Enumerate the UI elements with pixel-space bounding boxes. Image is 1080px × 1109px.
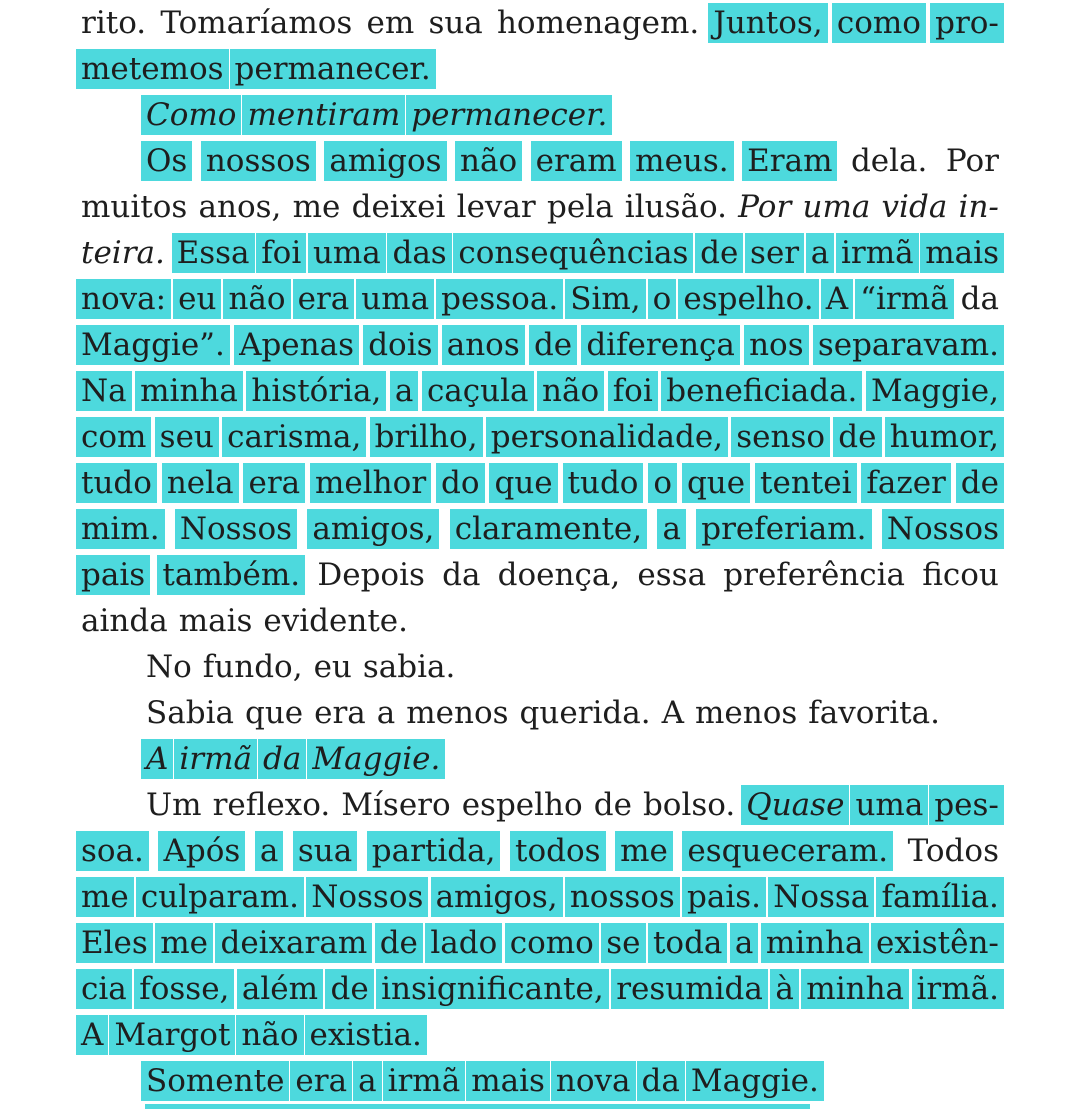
word: ser [750, 235, 800, 271]
word: pais. [687, 879, 762, 915]
word: me [81, 879, 129, 915]
word: foi [261, 235, 302, 271]
word: não [228, 281, 286, 317]
word: todos [515, 833, 601, 869]
word: homenagem. [496, 5, 700, 41]
word: a [810, 235, 830, 271]
word: Como [146, 97, 237, 133]
word: além [241, 971, 318, 1007]
word: deixei [351, 189, 446, 225]
word: a [662, 511, 681, 547]
word: minha [806, 971, 905, 1007]
word: irmã. [916, 971, 999, 1007]
word: permanecer. [234, 51, 431, 87]
word: a [358, 1063, 377, 1099]
word: anos, [198, 189, 282, 225]
text-line[interactable] [80, 276, 1000, 322]
text-line[interactable] [80, 598, 1000, 644]
word: dois [368, 327, 433, 363]
word: de [700, 235, 739, 271]
word: a [734, 925, 754, 961]
word: história, [251, 373, 382, 409]
word: Por [738, 189, 792, 225]
word: com [81, 419, 147, 455]
text-line[interactable] [80, 874, 1000, 920]
word: preferência [723, 557, 906, 593]
word: Somente [146, 1063, 285, 1099]
word: de [533, 327, 573, 363]
word: doença, [497, 557, 621, 593]
word: nos [749, 327, 804, 363]
word: irmã [387, 1063, 461, 1099]
word: pais [81, 557, 146, 593]
word: me [160, 925, 209, 961]
word: de [379, 925, 418, 961]
word: não [460, 143, 518, 179]
word: de [960, 465, 999, 501]
word: diferença [586, 327, 735, 363]
word: Quase [746, 787, 845, 823]
word: Na [81, 373, 127, 409]
word: de [593, 787, 632, 823]
word: querida. [519, 695, 651, 731]
word: eu [313, 649, 352, 685]
word: caçula [426, 373, 529, 409]
word: Eram [747, 143, 833, 179]
word: Por [945, 143, 999, 179]
word: me [620, 833, 668, 869]
word: mais [925, 235, 999, 271]
text-line[interactable] [80, 368, 1000, 414]
word: reflexo. [212, 787, 331, 823]
word: dela. [850, 143, 928, 179]
word: pela [546, 189, 614, 225]
word: melhor [315, 465, 427, 501]
word: seu [159, 419, 214, 455]
word: anos [446, 327, 520, 363]
word: da [263, 741, 302, 777]
word: Nossos [311, 879, 424, 915]
text-line[interactable] [80, 690, 1000, 736]
word: espelho [461, 787, 583, 823]
word: Nossa [773, 879, 870, 915]
word: nela [166, 465, 234, 501]
word: senso [736, 419, 826, 455]
word: a [259, 833, 279, 869]
word: irmã [840, 235, 914, 271]
word: sabia. [362, 649, 456, 685]
word: como [509, 925, 594, 961]
word: A [81, 1017, 104, 1053]
word: eram [535, 143, 617, 179]
word: nossos [569, 879, 675, 915]
text-line[interactable] [80, 414, 1000, 460]
word: evidente. [263, 603, 408, 639]
word: muitos [81, 189, 188, 225]
word: nova [555, 1063, 631, 1099]
word: esqueceram. [687, 833, 889, 869]
word: era [314, 695, 366, 731]
word: A [825, 281, 849, 317]
word: uma [312, 235, 381, 271]
word: vida [881, 189, 948, 225]
word: carisma, [227, 419, 362, 455]
text-line[interactable] [80, 460, 1000, 506]
word: culparam. [140, 879, 300, 915]
word: que [686, 465, 746, 501]
word: permanecer. [411, 97, 608, 133]
word: Essa [176, 235, 250, 271]
word: da [641, 1063, 680, 1099]
word: minha [765, 925, 864, 961]
word: levar [456, 189, 536, 225]
word: não [241, 1017, 299, 1053]
text-line[interactable] [80, 644, 1000, 690]
word: Os [146, 143, 188, 179]
word: Maggie. [312, 741, 441, 777]
word: o [653, 465, 673, 501]
text-line[interactable] [80, 552, 1000, 598]
word: em [366, 5, 415, 41]
word: Nossos [886, 511, 999, 547]
word: separavam. [817, 327, 999, 363]
word: tudo [81, 465, 152, 501]
word: era [295, 1063, 348, 1099]
word: Nossos [179, 511, 293, 547]
word: Maggie. [690, 1063, 819, 1099]
word: soa. [81, 833, 144, 869]
word: menos [695, 695, 798, 731]
word: uma [361, 281, 430, 317]
word: ilusão. [624, 189, 727, 225]
word: partida, [371, 833, 496, 869]
word: mentiram [247, 97, 401, 133]
word: fosse, [139, 971, 230, 1007]
word: uma [855, 787, 924, 823]
word: Margot [114, 1017, 231, 1053]
highlight-continuation [145, 1104, 810, 1109]
word: lado [430, 925, 498, 961]
word: das [392, 235, 447, 271]
word: consequências [458, 235, 689, 271]
text-line[interactable] [80, 322, 1000, 368]
word: Juntos, [713, 5, 823, 41]
text-line[interactable] [80, 506, 1000, 552]
word: pessoa. [441, 281, 559, 317]
word: fazer [866, 465, 946, 501]
word: uma [802, 189, 871, 225]
word: Mísero [341, 787, 451, 823]
word: Um [146, 787, 202, 823]
word: família. [881, 879, 999, 915]
word: Todos [907, 833, 999, 869]
word: sua [297, 833, 353, 869]
word: ainda [81, 603, 168, 639]
word: mim. [81, 511, 160, 547]
word: Depois [317, 557, 425, 593]
text-line[interactable] [80, 966, 1000, 1012]
word: que [244, 695, 304, 731]
word: toda [652, 925, 723, 961]
word: Apenas [239, 327, 354, 363]
word: Sabia [146, 695, 234, 731]
word: minha [140, 373, 238, 409]
word: existên- [876, 925, 999, 961]
text-line[interactable] [80, 736, 1000, 782]
text-line[interactable] [80, 230, 1000, 276]
word: pes- [934, 787, 999, 823]
text-line[interactable] [80, 1058, 1000, 1104]
word: Sim, [570, 281, 641, 317]
text-line[interactable] [80, 1012, 1000, 1058]
word: meus. [635, 143, 729, 179]
word: deixaram [220, 925, 368, 961]
word: nova: [81, 281, 167, 317]
word: Eles [81, 925, 148, 961]
word: bolso. [642, 787, 736, 823]
word: do [441, 465, 480, 501]
word: foi [612, 373, 653, 409]
word: se [606, 925, 641, 961]
word: humor, [889, 419, 999, 455]
word: o [652, 281, 672, 317]
word: tentei [760, 465, 852, 501]
word: de [330, 971, 369, 1007]
word: rito. [81, 5, 147, 41]
word: claramente, [454, 511, 643, 547]
word: espelho. [683, 281, 814, 317]
word: Tomaríamos [160, 5, 353, 41]
word: essa [637, 557, 707, 593]
word: favorita. [808, 695, 940, 731]
text-line[interactable] [80, 920, 1000, 966]
text-line[interactable] [80, 138, 1000, 184]
word: eu [178, 281, 217, 317]
word: fundo, [202, 649, 303, 685]
word: A [146, 741, 169, 777]
word: sua [428, 5, 483, 41]
word: Após [163, 833, 241, 869]
word: pro- [935, 5, 999, 41]
text-line[interactable] [80, 0, 1000, 46]
word: Maggie”. [81, 327, 225, 363]
text-line[interactable] [80, 46, 1000, 92]
word: à [775, 971, 794, 1007]
word: brilho, [374, 419, 478, 455]
word: A [661, 695, 685, 731]
word: Maggie, [870, 373, 999, 409]
word: in- [958, 189, 999, 225]
word: era [248, 465, 301, 501]
word: irmã [179, 741, 253, 777]
word: nossos [205, 143, 311, 179]
word: No [146, 649, 192, 685]
word: metemos [81, 51, 224, 87]
word: amigos [329, 143, 442, 179]
text-line[interactable] [80, 782, 1000, 828]
word: preferiam. [701, 511, 867, 547]
word: tudo [567, 465, 639, 501]
word: como [836, 5, 921, 41]
text-line[interactable] [80, 828, 1000, 874]
word: amigos, [435, 879, 558, 915]
word: amigos, [312, 511, 435, 547]
word: era [297, 281, 350, 317]
word: a [394, 373, 414, 409]
word: de [838, 419, 877, 455]
text-line[interactable] [80, 184, 1000, 230]
word: não [542, 373, 600, 409]
word: personalidade, [490, 419, 724, 455]
word: da [442, 557, 481, 593]
word: ficou [922, 557, 999, 593]
word: “irmã [860, 281, 949, 317]
word: teira. [81, 235, 165, 271]
word: que [494, 465, 553, 501]
word: beneficiada. [666, 373, 858, 409]
word: a [376, 695, 396, 731]
word: cia [81, 971, 127, 1007]
word: também. [162, 557, 301, 593]
word: mais [178, 603, 253, 639]
word: menos [406, 695, 509, 731]
word: existia. [309, 1017, 422, 1053]
word: da [960, 281, 999, 317]
text-line[interactable] [80, 92, 1000, 138]
word: resumida [616, 971, 763, 1007]
word: me [292, 189, 341, 225]
word: mais [471, 1063, 545, 1099]
word: insignificante, [381, 971, 604, 1007]
